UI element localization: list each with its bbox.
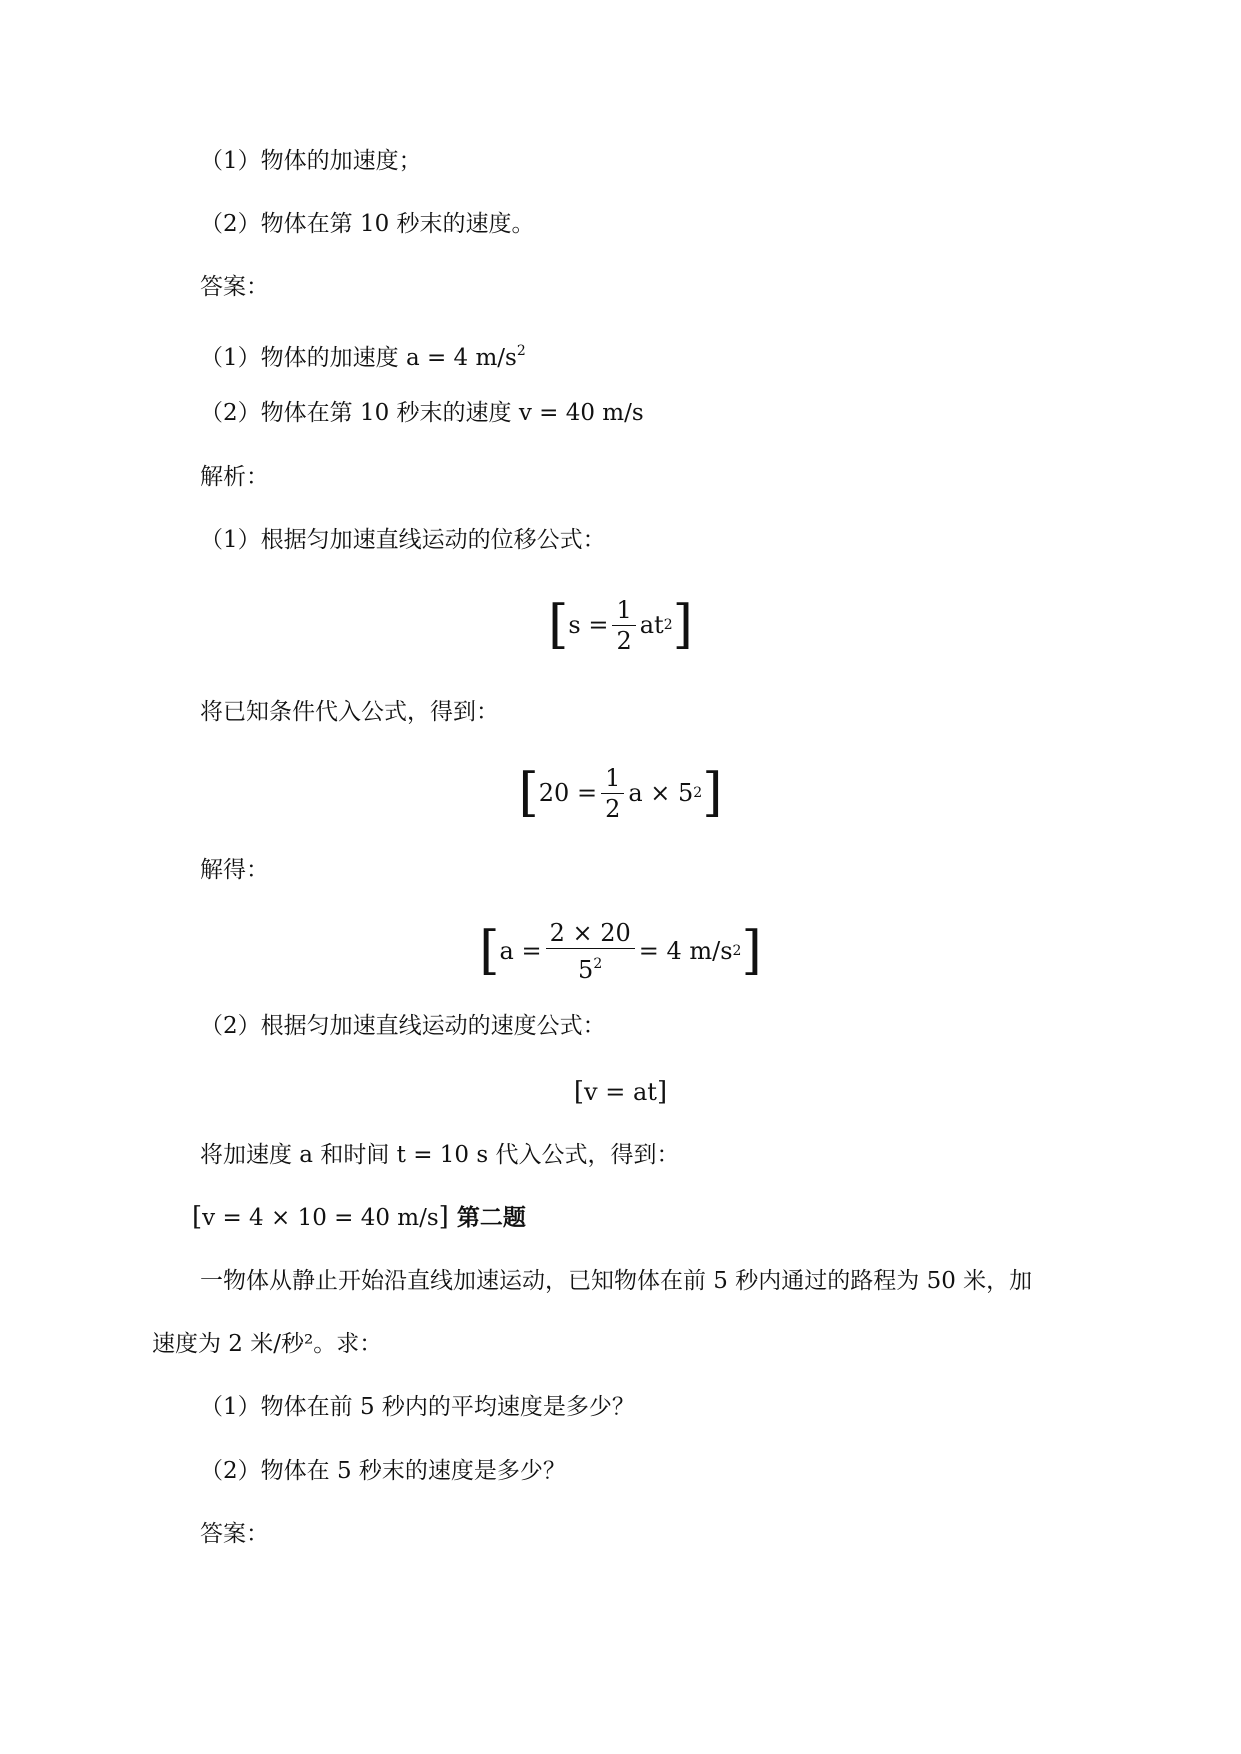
bracket-left: [ bbox=[192, 1202, 203, 1232]
eq1-sup: 2 bbox=[663, 617, 673, 633]
q1-sub-question-2: （2）物体在第 10 秒末的速度。 bbox=[200, 211, 535, 237]
eq1-lhs: s = bbox=[568, 611, 609, 639]
eq1-fraction bbox=[612, 597, 635, 654]
q2-title: 第二题 bbox=[456, 1205, 526, 1231]
eq2-lhs: 20 = bbox=[538, 779, 598, 807]
eq3-den-base: 5 bbox=[578, 955, 594, 984]
eq5-body: v = 4 × 10 = 40 m/s bbox=[202, 1205, 439, 1231]
eq2-numerator: 1 bbox=[605, 763, 621, 792]
q1-analysis-label: 解析： bbox=[200, 464, 269, 490]
q2-sub-question-1: （1）物体在前 5 秒内的平均速度是多少？ bbox=[200, 1394, 635, 1420]
q1-step-2: （2）根据匀加速直线运动的速度公式： bbox=[200, 1013, 606, 1039]
bracket-right: ] bbox=[656, 1077, 668, 1107]
eq4-body: v = at bbox=[584, 1078, 657, 1106]
eq3-den-sup: 2 bbox=[593, 955, 603, 972]
equation-displacement-formula bbox=[0, 590, 1241, 660]
bracket-left: [ bbox=[573, 1077, 585, 1107]
bracket-left: [ bbox=[518, 763, 539, 823]
q1-answer-2: （2）物体在第 10 秒末的速度 v = 40 m/s bbox=[200, 400, 644, 426]
eq1-numerator: 1 bbox=[616, 595, 632, 624]
bracket-right: ] bbox=[438, 1202, 449, 1232]
eq2-denominator: 2 bbox=[605, 794, 621, 823]
eq3-fraction bbox=[546, 920, 635, 983]
q1-step-1: （1）根据匀加速直线运动的位移公式： bbox=[200, 527, 606, 553]
eq3-lhs: a = bbox=[499, 937, 542, 965]
q1-substitute-text-2: 将加速度 a 和时间 t = 10 s 代入公式，得到： bbox=[200, 1142, 680, 1168]
q1-substitute-text: 将已知条件代入公式，得到： bbox=[200, 699, 499, 725]
equation-substitution bbox=[0, 758, 1241, 828]
eq2-sup: 2 bbox=[693, 785, 703, 801]
q1-solve-label: 解得： bbox=[200, 857, 269, 883]
q2-stem-line-1: 一物体从静止开始沿直线加速运动，已知物体在前 5 秒内通过的路程为 50 米，加 bbox=[200, 1268, 1033, 1294]
equation-velocity-result-line bbox=[192, 1202, 526, 1233]
eq1-denominator: 2 bbox=[616, 626, 632, 655]
eq2-fraction bbox=[601, 765, 624, 822]
equation-velocity-formula bbox=[0, 1072, 1241, 1112]
equation-solution bbox=[0, 912, 1241, 990]
bracket-left: [ bbox=[479, 921, 500, 981]
q1-answer-label: 答案： bbox=[200, 274, 269, 300]
q1-answer-1-text: （1）物体的加速度 a = 4 m/s bbox=[200, 345, 517, 371]
eq2-rhs: a × 5 bbox=[628, 779, 694, 807]
q1-answer-1-sup: 2 bbox=[516, 343, 526, 359]
eq1-rhs: at bbox=[639, 611, 664, 639]
bracket-right: ] bbox=[702, 763, 723, 823]
bracket-left: [ bbox=[548, 595, 569, 655]
eq3-numerator: 2 × 20 bbox=[549, 918, 631, 947]
q1-answer-1 bbox=[200, 336, 526, 373]
bracket-right: ] bbox=[741, 921, 762, 981]
bracket-right: ] bbox=[672, 595, 693, 655]
eq3-rhs: = 4 m/s bbox=[638, 937, 733, 965]
q2-answer-label: 答案： bbox=[200, 1521, 269, 1547]
q2-stem-line-2: 速度为 2 米/秒²。求： bbox=[152, 1331, 383, 1357]
eq3-sup: 2 bbox=[732, 943, 742, 959]
q2-sub-question-2: （2）物体在 5 秒末的速度是多少？ bbox=[200, 1458, 566, 1484]
q1-sub-question-1: （1）物体的加速度； bbox=[200, 148, 422, 174]
eq3-denominator bbox=[574, 949, 606, 983]
